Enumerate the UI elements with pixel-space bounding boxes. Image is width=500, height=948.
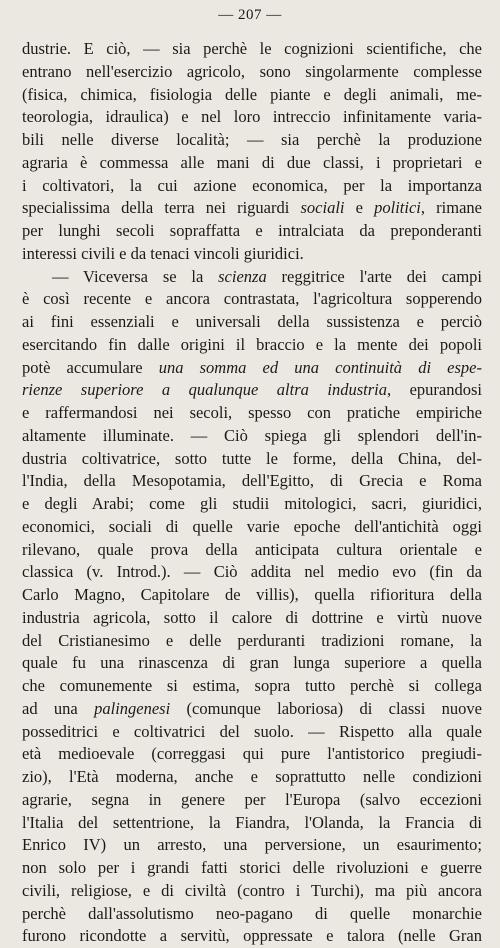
text-run: perchè dall'assolutismo neo-pagano di quelle monarchie [22, 904, 482, 923]
text-line [22, 106, 482, 129]
text-run: l'Italia del settentrione, la Fiandra, l'Olanda, la Francia di [22, 813, 482, 832]
text-run: dustrie. E ciò, — sia perchè le cognizioni scientifiche, che [22, 39, 482, 58]
text-run: agraria è commessa alle mani di due classi, i proprietari e [22, 153, 482, 172]
text-run: entrano nell'esercizio agricolo, sono singolarmente complesse [22, 62, 482, 81]
text-line [22, 925, 482, 948]
text-run: industria agricola, sotto il calore di dottrine e virtù nuove [22, 608, 482, 627]
text-run: , epurandosi [387, 380, 482, 399]
text-run: economici, sociali di quelle varie epoche dell'antichità oggi [22, 517, 482, 536]
text-run: altamente illuminate. — Ciò spiega gli splendori dell'in- [22, 426, 482, 445]
text-line [22, 584, 482, 607]
text-line [22, 197, 482, 220]
text-run: zio), l'Età moderna, anche e soprattutto nelle condizioni [22, 767, 482, 786]
text-run: civili, religiose, e di civiltà (contro i Turchi), ma più ancora [22, 881, 482, 900]
text-run: agrarie, segna in genere per l'Europa (salvo eccezioni [22, 790, 482, 809]
text-run: Carlo Magno, Capitolare de villis), quella rifioritura della [22, 585, 482, 604]
text-line [22, 84, 482, 107]
text-line [22, 243, 482, 266]
text-line [22, 766, 482, 789]
text-run: Enrico IV) un arresto, una perversione, un esaurimento; [22, 835, 482, 854]
text-line [22, 470, 482, 493]
text-line [22, 220, 482, 243]
text-run: e raffermandosi nei secoli, spesso con pratiche empiriche [22, 403, 482, 422]
text-run: per lunghi secoli sopraffatta e intralciata da preponderanti [22, 221, 482, 240]
text-line [22, 38, 482, 61]
text-run: furono ricondotte a servitù, oppressate e talora (nelle Gran [22, 926, 482, 945]
text-run: esercitando fin dalle origini il braccio e la mente dei popoli [22, 335, 482, 354]
text-run: specialissima della terra nei riguardi [22, 198, 300, 217]
text-run: (fisica, chimica, fisiologia delle piante e degli animali, me- [22, 85, 482, 104]
text-run: interessi civili e da tenaci vincoli giuridici. [22, 244, 304, 263]
text-run: dustria coltivatrice, sotto tutte le forme, della China, del- [22, 449, 482, 468]
text-run: i coltivatori, la cui azione economica, per la importanza [22, 176, 482, 195]
text-run: e [344, 198, 374, 217]
italic-text: una somma ed una continuità di espe- [159, 358, 482, 377]
text-run: che comunemente si estima, sopra tutto perchè si collega [22, 676, 482, 695]
text-line [22, 607, 482, 630]
text-line [22, 698, 482, 721]
paragraph [22, 38, 482, 266]
text-line [22, 61, 482, 84]
paragraph [22, 266, 482, 948]
text-line [22, 561, 482, 584]
text-line [22, 379, 482, 402]
text-run: ai fini essenziali e universali della sussistenza e perciò [22, 312, 482, 331]
text-line [22, 266, 482, 289]
text-run: quale fu una rinascenza di gran lunga superiore a quella [22, 653, 482, 672]
text-run: , rimane [421, 198, 482, 217]
text-run: l'India, della Mesopotamia, dell'Egitto, di Grecia e Roma [22, 471, 482, 490]
text-line [22, 357, 482, 380]
text-line [22, 652, 482, 675]
text-run: teorologia, idraulica) e nel loro intreccio infinitamente varia- [22, 107, 482, 126]
italic-text: rienze superiore a qualunque altra industria [22, 380, 387, 399]
italic-text: palingenesi [94, 699, 170, 718]
text-line [22, 675, 482, 698]
text-line [22, 152, 482, 175]
text-run: rilevano, quale prova della anticipata cultura orientale e [22, 540, 482, 559]
text-line [22, 721, 482, 744]
text-line [22, 539, 482, 562]
text-line [22, 834, 482, 857]
text-line [22, 516, 482, 539]
italic-text: politici [374, 198, 421, 217]
text-line [22, 812, 482, 835]
text-line [22, 903, 482, 926]
italic-text: scienza [218, 267, 267, 286]
text-run: potè accumulare [22, 358, 159, 377]
text-line [22, 129, 482, 152]
text-line [22, 175, 482, 198]
text-run: — Viceversa se la [52, 267, 218, 286]
italic-text: sociali [300, 198, 344, 217]
text-run: reggitrice l'arte dei campi [267, 267, 482, 286]
text-line [22, 789, 482, 812]
text-line [22, 857, 482, 880]
text-line [22, 402, 482, 425]
body-text [22, 38, 482, 948]
text-line [22, 311, 482, 334]
text-run: non solo per i grandi fatti storici delle rivoluzioni e guerre [22, 858, 482, 877]
text-line [22, 743, 482, 766]
text-line [22, 425, 482, 448]
text-run: posseditrici e coltivatrici del suolo. — Rispetto alla quale [22, 722, 482, 741]
text-line [22, 630, 482, 653]
text-line [22, 288, 482, 311]
text-line [22, 880, 482, 903]
text-run: età medioevale (correggasi qui pure l'antistorico pregiudi- [22, 744, 482, 763]
text-line [22, 334, 482, 357]
text-run: del Cristianesimo e delle perduranti tradizioni romane, la [22, 631, 482, 650]
text-run: classica (v. Introd.). — Ciò addita nel medio evo (fin da [22, 562, 482, 581]
text-run: è così recente e ancora contrastata, l'agricoltura sopperendo [22, 289, 482, 308]
text-run: (comunque laboriosa) di classi nuove [170, 699, 482, 718]
text-run: e degli Arabi; come gli studii mitologici, sacri, giuridici, [22, 494, 482, 513]
page-number: — 207 — [0, 6, 500, 24]
text-run: ad una [22, 699, 94, 718]
text-run: bili nelle diverse località; — sia perchè la produzione [22, 130, 482, 149]
text-line [22, 493, 482, 516]
text-line [22, 448, 482, 471]
